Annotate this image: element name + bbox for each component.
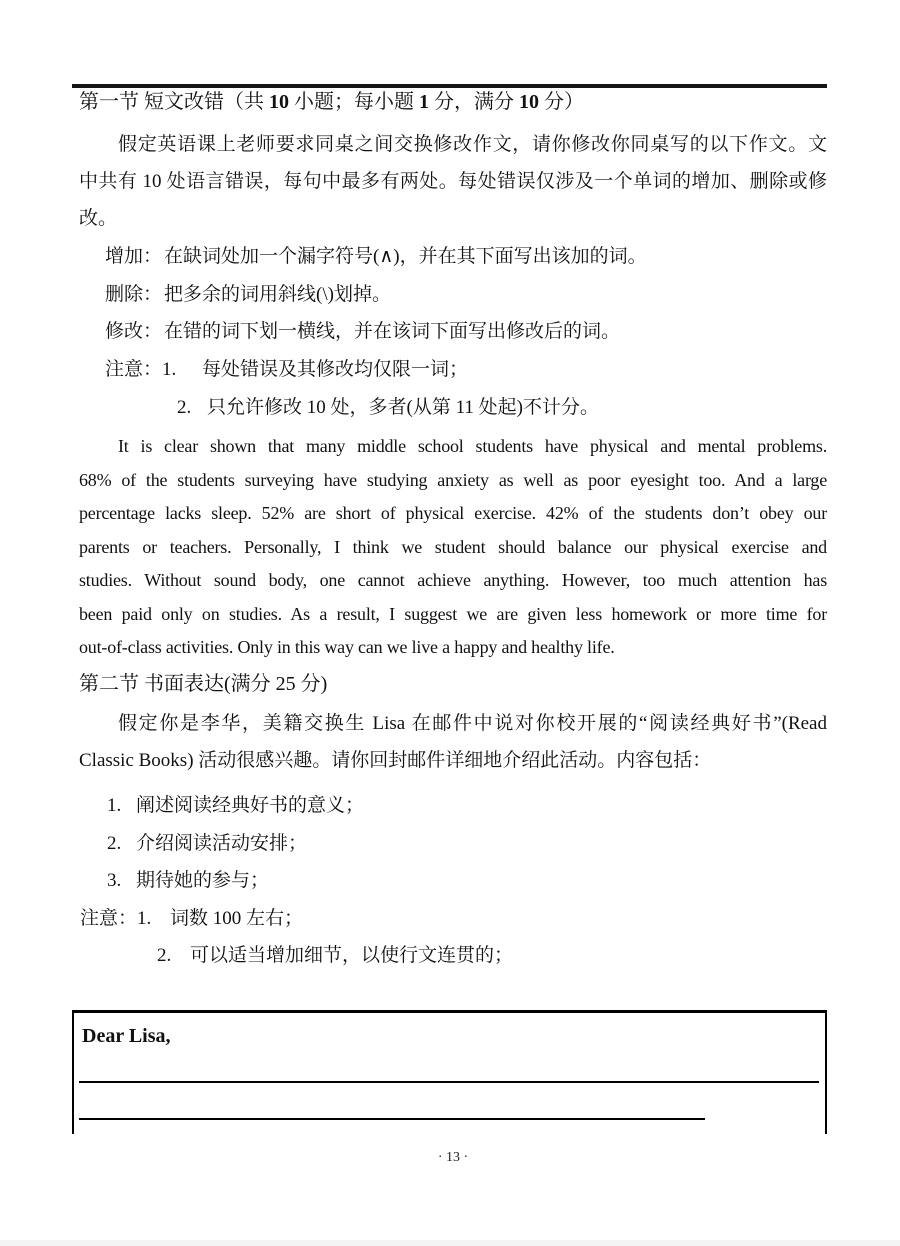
passage-line: It is clear shown that many middle school students have physical and mental problems. [118,436,827,456]
point-text: 介绍阅读活动安排； [136,833,308,854]
point-number: 2. [107,833,122,854]
rule-text: 在缺词处加一个漏字符号(∧)，并在其下面写出该加的词。 [164,246,647,267]
section2-intro-paragraph [79,705,827,779]
rule-label: 删除： [105,284,163,305]
note-number: 2. [157,945,172,966]
note-text: 每处错误及其修改均仅限一词； [202,359,469,380]
heading-number: 1 [419,91,429,113]
section1-intro-paragraph [79,126,827,237]
page-number: · 13 · [437,1150,469,1165]
modify-rule-line [105,313,827,350]
heading-number: 10 [519,91,539,113]
intro-line: 假定你是李华，美籍交换生 Lisa 在邮件中说对你校开展的“阅读经典好书”(Read [118,713,827,734]
note-text: 可以适当增加细节，以使行文连贯的； [190,945,514,966]
intro-line: 改。 [79,208,118,229]
delete-rule-line [105,276,827,313]
note-text: 只允许修改 10 处，多者(从第 11 处起)不计分。 [207,397,599,418]
note-text: 词数 100 左右； [170,908,304,929]
section1-note-2 [177,389,827,426]
answer-box [72,1010,827,1134]
point-number: 3. [107,870,122,891]
rule-label: 修改： [105,321,163,342]
task-point-1 [107,787,827,824]
intro-line: Classic Books) 活动很感兴趣。请你回封邮件详细地介绍此活动。内容包括： [79,750,712,771]
section2-note-2 [157,937,827,974]
notes-label: 注意： [80,908,138,929]
point-text: 期待她的参与； [136,870,270,891]
section2-heading [79,671,827,697]
heading-text: 小题；每小题 [289,91,419,113]
rule-label: 增加： [105,246,163,267]
passage-line: 68% of the students surveying have studying anxiety as well as poor eyesight too. And a large [79,469,827,490]
salutation: Dear Lisa, [82,1025,171,1047]
heading-text: 第一节 短文改错（共 [79,91,269,113]
passage-line: been paid only on studies. As a result, I suggest we are given less homework or more time for [79,603,827,624]
section2-note-1 [80,900,827,937]
error-correction-passage [79,430,827,665]
note-number: 1. [162,359,177,380]
top-rule [72,84,827,88]
section1-heading [79,89,827,115]
heading-text: 第二节 书面表达(满分 25 分) [79,673,328,695]
notes-label: 注意： [105,359,163,380]
section1-note-1 [105,351,827,388]
passage-line: parents or teachers. Personally, I think we student should balance our physical exercise and [79,536,827,557]
note-number: 2. [177,397,192,418]
heading-text: 分，满分 [429,91,519,113]
add-rule-line [105,238,827,275]
intro-line: 中共有 10 处语言错误，每句中最多有两处。每处错误仅涉及一个单词的增加、删除或修 [79,171,827,192]
rule-text: 把多余的词用斜线(\)划掉。 [164,284,391,305]
note-number: 1. [137,908,152,929]
rule-text: 在错的词下划一横线，并在该词下面写出修改后的词。 [164,321,621,342]
point-number: 1. [107,795,122,816]
intro-line: 假定英语课上老师要求同桌之间交换修改作文，请你修改你同桌写的以下作文。文 [118,134,827,155]
point-text: 阐述阅读经典好书的意义； [136,795,365,816]
passage-line: percentage lacks sleep. 52% are short of physical exercise. 42% of the students don’t obey our [79,503,827,523]
answer-line [79,1081,819,1083]
answer-line [79,1118,705,1120]
heading-text: 分） [539,91,584,113]
task-point-2 [107,825,827,862]
page-bottom-edge [0,1240,900,1246]
passage-line: out-of-class activities. Only in this way can we live a happy and healthy life. [79,637,615,657]
passage-line: studies. Without sound body, one cannot achieve anything. However, too much attention has [79,570,827,590]
task-point-3 [107,862,827,899]
heading-number: 10 [269,91,289,113]
